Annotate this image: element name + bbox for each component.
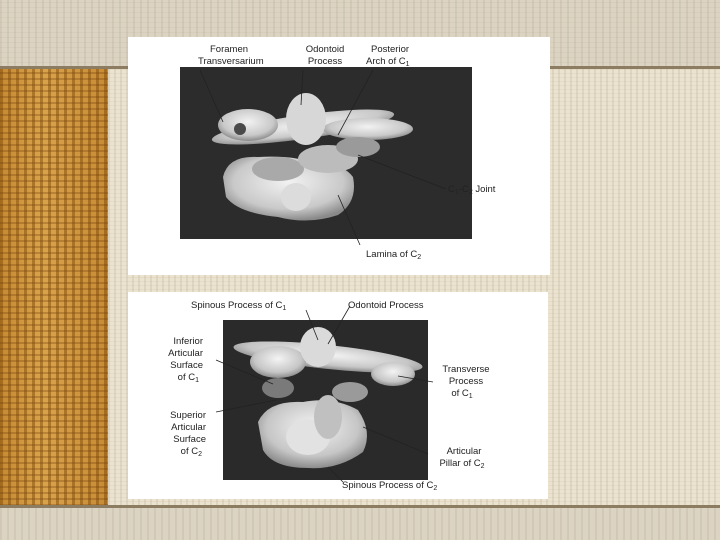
label-foramen-line2: Transversarium (198, 56, 264, 67)
bottom-figure-panel (128, 292, 548, 499)
label-superior-line3: Surface (173, 434, 206, 445)
label-odontoid-line1: Odontoid (305, 44, 345, 55)
label-spinous-c1: Spinous Process of $C_1$ (191, 300, 287, 312)
label-odontoid-process: Odontoid Process (348, 300, 424, 311)
slide-footer-band (0, 506, 720, 540)
label-inferior-line3: Surface (170, 360, 203, 371)
label-inferior-line1: Inferior (173, 336, 203, 347)
label-foramen-line1: Foramen (210, 44, 249, 55)
label-c1-c2-joint: $C_1-C_2$ Joint (448, 184, 496, 196)
label-transverse-line2: Process (448, 376, 484, 387)
label-superior-line2: Articular (171, 422, 206, 433)
label-lamina: Lamina of $C_2$ (366, 249, 422, 261)
top-figure-panel (128, 37, 550, 275)
label-spinous-c2: Spinous Process of $C_2$ (342, 480, 438, 492)
label-odontoid-line2: Process (307, 56, 343, 67)
label-superior-line4: of $C_2$ (180, 446, 202, 458)
wicker-texture-strip (0, 68, 108, 506)
divider-bottom (0, 505, 720, 508)
label-superior-line1: Superior (170, 410, 206, 421)
label-transverse-line1: Transverse (442, 364, 490, 375)
label-inferior-line4: of $C_1$ (177, 372, 199, 384)
bottom-figure-svg (128, 292, 548, 499)
label-transverse-line3: of $C_1$ (451, 388, 473, 400)
label-posterior-line1: Posterior (371, 44, 410, 55)
label-posterior-line2: Arch of $C_1$ (366, 56, 410, 68)
label-inferior-line2: Articular (168, 348, 203, 359)
top-figure-svg (128, 37, 550, 275)
label-pillar-line1: Articular (446, 446, 482, 457)
label-pillar-line2: Pillar of $C_2$ (439, 458, 485, 470)
